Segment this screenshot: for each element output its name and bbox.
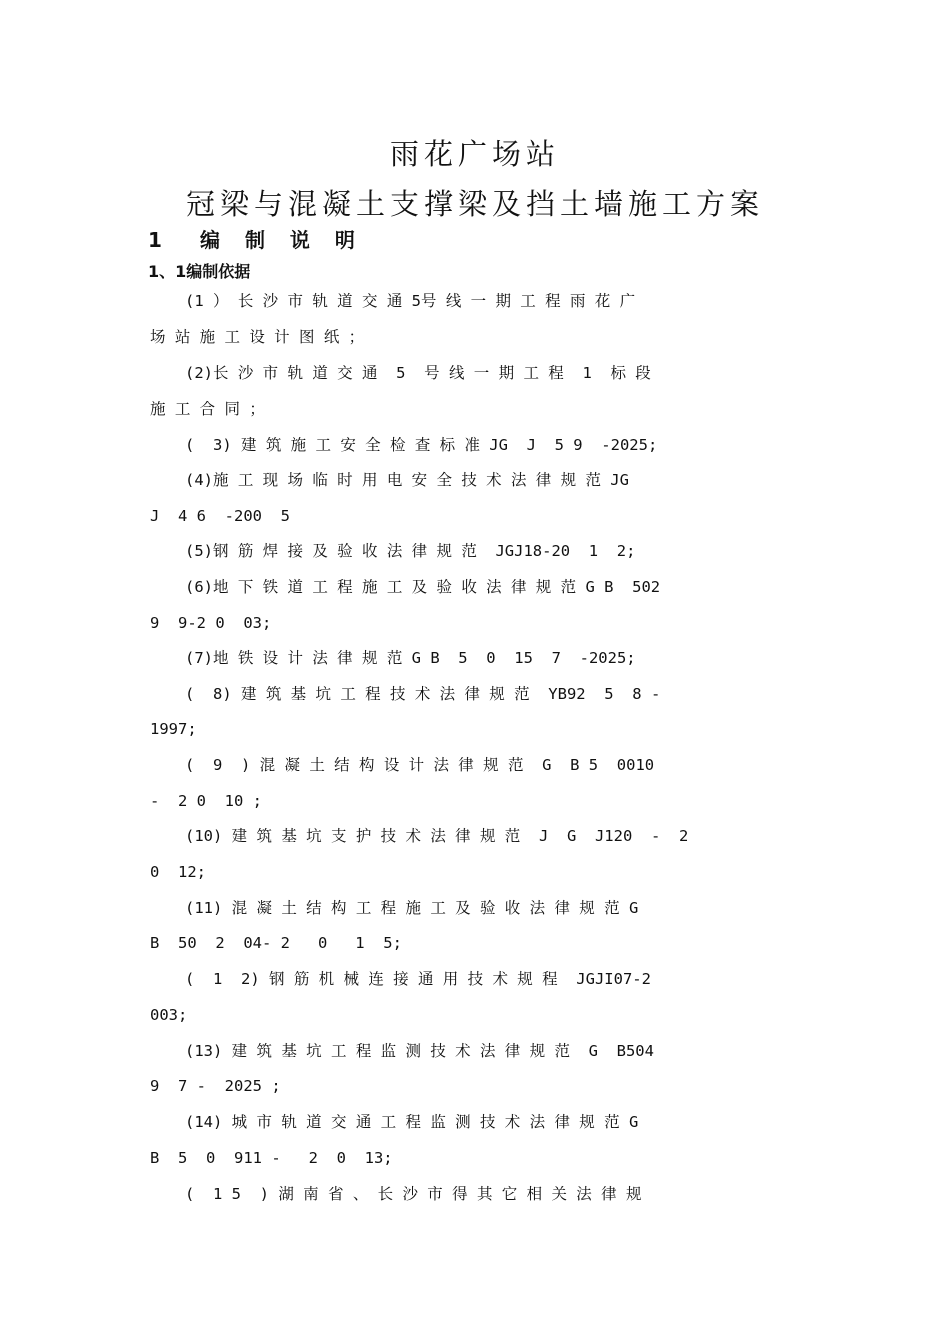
text-line: 003; (150, 1006, 188, 1024)
text-line: 1997; (150, 720, 197, 738)
text-line: 场 站 施 工 设 计 图 纸 ； (150, 328, 365, 346)
text-line: ( 1 5 ) 湖 南 省 、 长 沙 市 得 其 它 相 关 法 律 规 (185, 1185, 642, 1203)
text-line: (14) 城 市 轨 道 交 通 工 程 监 测 技 术 法 律 规 范 G (185, 1113, 639, 1131)
text-line: 0 12; (150, 863, 206, 881)
subsection-heading: 1、1编制依据 (148, 262, 251, 281)
text-line: ( 1 2) 钢 筋 机 械 连 接 通 用 技 术 规 程 JGJI07-2 (185, 970, 651, 988)
text-line: (4)施 工 现 场 临 时 用 电 安 全 技 术 法 律 规 范 JG (185, 471, 629, 489)
text-line: B 5 0 911 - 2 0 13; (150, 1149, 393, 1167)
text-line: 9 9-2 0 03; (150, 614, 272, 632)
text-line: 施 工 合 同 ； (150, 400, 265, 418)
section-heading (148, 224, 364, 253)
text-line: ( 9 ) 混 凝 土 结 构 设 计 法 律 规 范 G B 5 0010 (185, 756, 655, 774)
text-line: ( 8) 建 筑 基 坑 工 程 技 术 法 律 规 范 YB92 5 8 - (185, 685, 661, 703)
text-line: (5)钢 筋 焊 接 及 验 收 法 律 规 范 JGJ18-20 1 2; (185, 542, 636, 560)
text-line: (11) 混 凝 土 结 构 工 程 施 工 及 验 收 法 律 规 范 G (185, 899, 639, 917)
text-line: (13) 建 筑 基 坑 工 程 监 测 技 术 法 律 规 范 G B504 (185, 1042, 654, 1060)
section-title: 编 制 说 明 (200, 228, 364, 252)
text-line: - 2 0 10 ; (150, 792, 262, 810)
section-number: 1 (148, 228, 162, 252)
text-line: 9 7 - 2025 ; (150, 1077, 281, 1095)
text-line: (6)地 下 铁 道 工 程 施 工 及 验 收 法 律 规 范 G B 502 (185, 578, 661, 596)
text-line: J 4 6 -200 5 (150, 507, 290, 525)
text-line: (2)长 沙 市 轨 道 交 通 5 号 线 一 期 工 程 1 标 段 (185, 364, 651, 382)
text-line: (7)地 铁 设 计 法 律 规 范 G B 5 0 15 7 -2025; (185, 649, 636, 667)
text-line: B 50 2 04- 2 0 1 5; (150, 934, 402, 952)
text-line: (10) 建 筑 基 坑 支 护 技 术 法 律 规 范 J G J120 - 2 (185, 827, 689, 845)
document-subtitle: 冠梁与混凝土支撑梁及挡土墙施工方案 (185, 187, 764, 221)
text-line: (1 ） 长 沙 市 轨 道 交 通 5号 线 一 期 工 程 雨 花 广 (185, 292, 636, 310)
text-line: ( 3) 建 筑 施 工 安 全 检 查 标 准 JG J 5 9 -2025; (185, 436, 658, 454)
document-title: 雨花广场站 (389, 137, 560, 171)
